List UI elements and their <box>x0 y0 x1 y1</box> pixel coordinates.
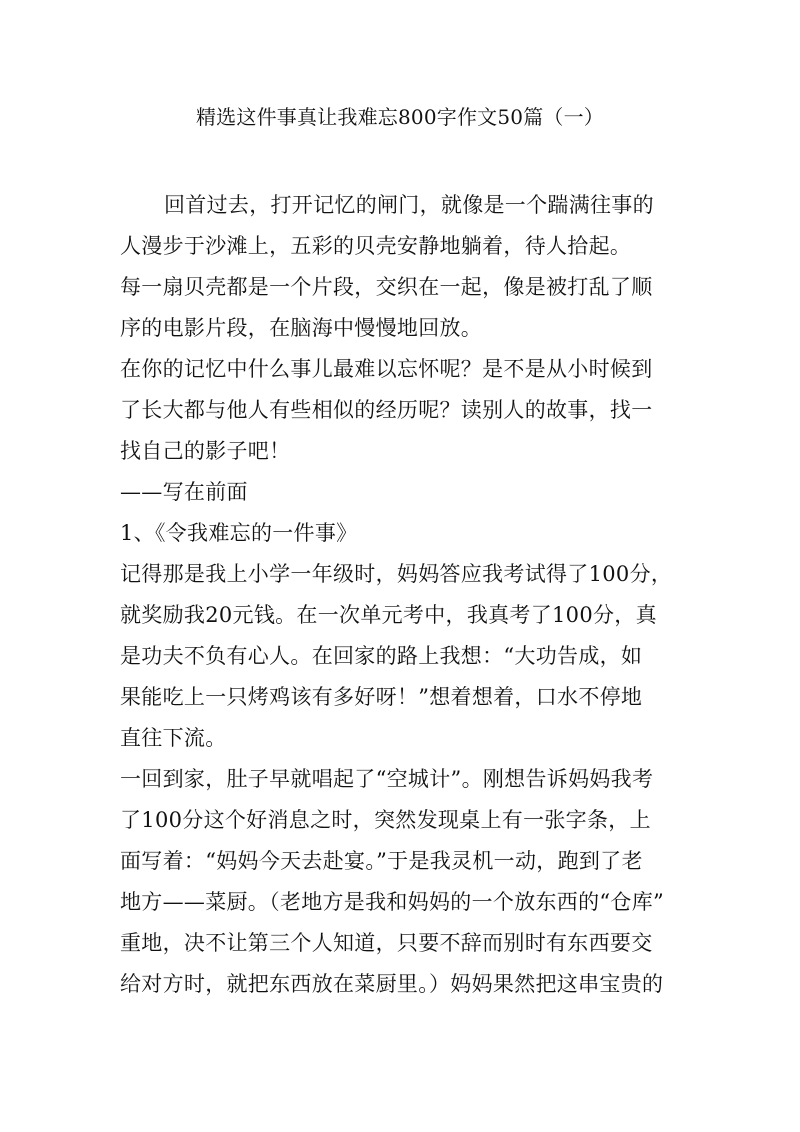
paragraph-line: 记得那是我上小学一年级时，妈妈答应我考试得了100分， <box>120 562 673 586</box>
paragraph-line: 找自己的影子吧！ <box>120 439 291 463</box>
section-heading: 1、《令我难忘的一件事》 <box>120 521 358 545</box>
document-body <box>120 185 680 1005</box>
paragraph-line: 就奖励我20元钱。在一次单元考中，我真考了100分，真 <box>120 603 657 627</box>
paragraph-line: 直往下流。 <box>120 726 227 750</box>
paragraph-line: 一回到家，肚子早就唱起了“空城计”。刚想告诉妈妈我考 <box>120 767 654 791</box>
paragraph-line: 人漫步于沙滩上，五彩的贝壳安静地躺着，待人拾起。 <box>120 234 632 258</box>
paragraph-line: 回首过去，打开记忆的闸门，就像是一个踹满往事的 <box>164 193 654 217</box>
paragraph-line: 面写着：“妈妈今天去赴宴。”于是我灵机一动，跑到了老 <box>120 849 643 873</box>
paragraph-line: 在你的记忆中什么事儿最难以忘怀呢？是不是从小时候到 <box>120 357 653 381</box>
paragraph-line: 了长大都与他人有些相似的经历呢？读别人的故事，找一 <box>120 398 653 422</box>
paragraph-line: 序的电影片段，在脑海中慢慢地回放。 <box>120 316 483 340</box>
paragraph-line: 每一扇贝壳都是一个片段，交织在一起，像是被打乱了顺 <box>120 275 653 299</box>
paragraph-line: 了100分这个好消息之时，突然发现桌上有一张字条，上 <box>120 808 651 832</box>
paragraph-line: 是功夫不负有心人。在回家的路上我想：“大功告成，如 <box>120 644 643 668</box>
document-title: 精选这件事真让我难忘800字作文50篇（一） <box>195 105 605 129</box>
paragraph-line: 地方——菜厨。（老地方是我和妈妈的一个放东西的“仓库” <box>120 890 665 914</box>
paragraph-line: 重地，决不让第三个人知道，只要不辞而别时有东西要交 <box>120 931 653 955</box>
paragraph-line: 给对方时，就把东西放在菜厨里。）妈妈果然把这串宝贵的 <box>120 972 664 996</box>
paragraph-line: 果能吃上一只烤鸡该有多好呀！”想着想着，口水不停地 <box>120 685 643 709</box>
paragraph-line: ——写在前面 <box>120 480 248 504</box>
